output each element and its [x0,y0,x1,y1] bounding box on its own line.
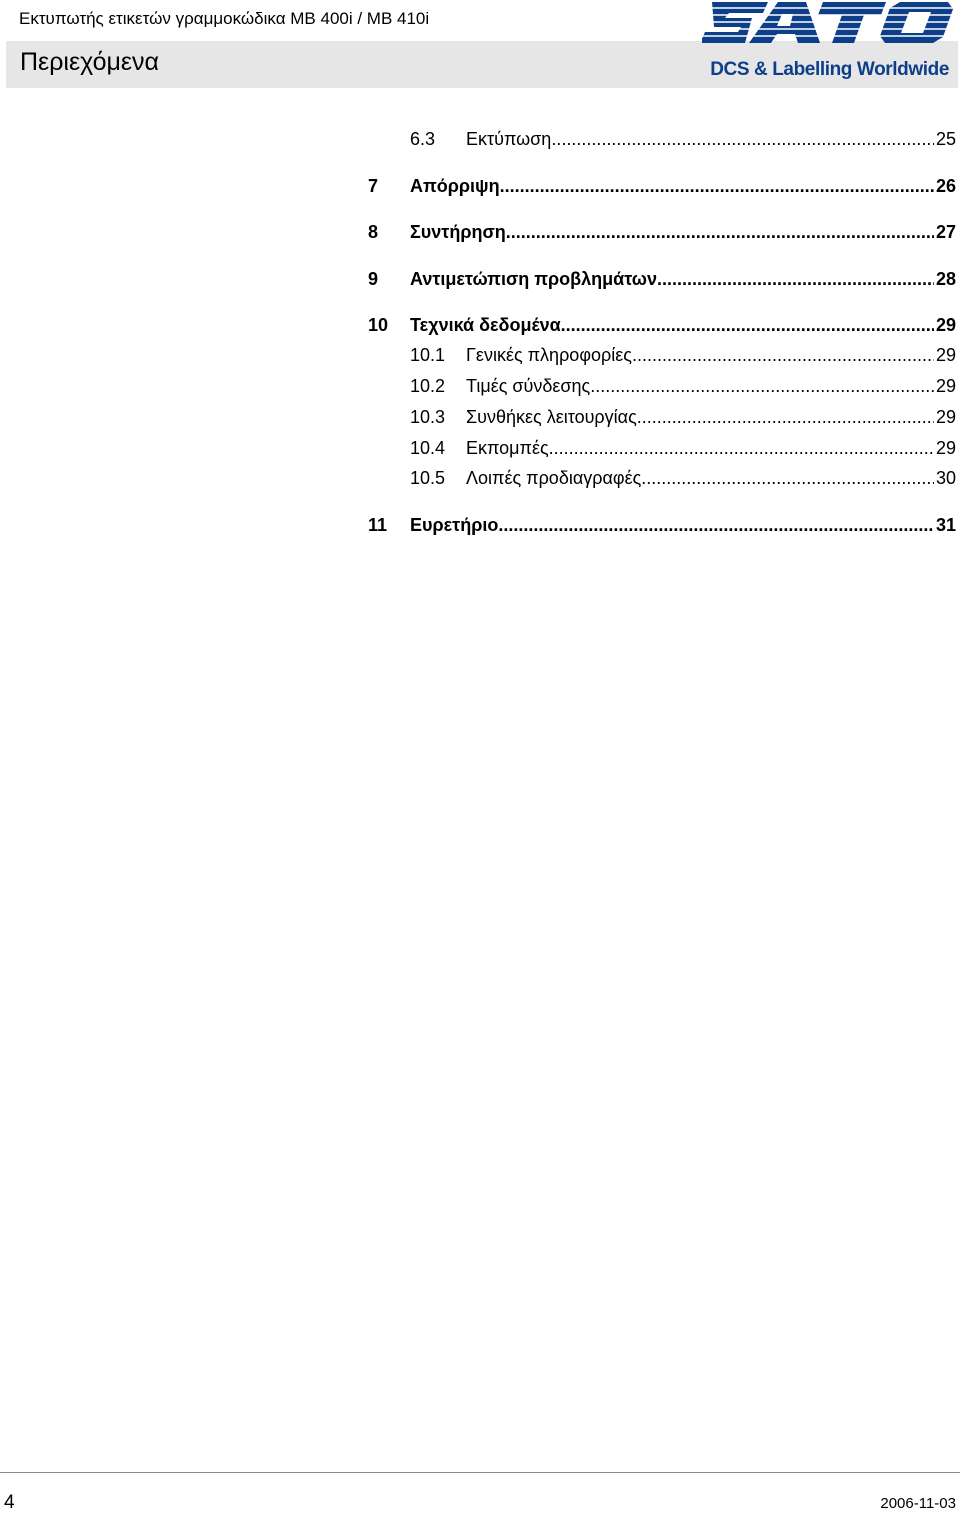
toc-entry-title: Ευρετήριο [410,515,499,535]
toc-dot-leader [551,126,934,152]
toc-dot-leader [506,219,934,245]
toc-entry-number: 9 [368,269,379,289]
toc-entry-page: 25 [935,129,956,149]
toc-entry-title: Απόρριψη [410,176,500,196]
toc-dot-leader [561,312,934,338]
toc-entry-page: 29 [935,315,956,335]
toc-dot-leader [632,342,934,368]
toc-dot-leader [657,266,934,292]
toc-entry-number: 10.5 [410,468,446,488]
toc-entry-number: 10.1 [410,345,446,365]
document-title: Εκτυπωτής ετικετών γραμμοκώδικα MB 400i / MB 410i [19,9,430,28]
toc-dot-leader [590,373,934,399]
toc-dot-leader [641,465,934,491]
toc-entry-title: Εκτύπωση [466,129,552,149]
toc-entry-page: 29 [935,407,956,427]
toc-entry-number: 8 [368,222,379,242]
toc-entry-number: 7 [368,176,379,196]
toc-entry[interactable] [368,373,956,399]
toc-entry-title: Αντιμετώπιση προβλημάτων [410,269,657,289]
toc-entry-title: Γενικές πληροφορίες [466,345,632,365]
toc-entry[interactable] [368,435,956,461]
toc-entry-page: 27 [935,222,956,242]
toc-entry-page: 29 [935,438,956,458]
toc-entry-number: 11 [368,515,388,535]
toc-dot-leader [549,435,934,461]
section-title: Περιεχόμενα [20,48,159,76]
toc-dot-leader [637,404,934,430]
toc-entry-title: Τεχνικά δεδομένα [410,315,561,335]
toc-entry[interactable] [368,342,956,368]
toc-entry[interactable] [368,173,956,199]
toc-entry-title: Τιμές σύνδεσης [466,376,591,396]
toc-entry-title: Συντήρηση [410,222,506,242]
toc-entry[interactable] [368,219,956,245]
toc-entry-title: Λοιπές προδιαγραφές [466,468,642,488]
page-number: 4 [4,1492,15,1513]
toc-entry-page: 31 [935,515,956,535]
toc-dot-leader [500,173,934,199]
toc-entry-number: 6.3 [410,129,436,149]
toc-entry-page: 26 [935,176,956,196]
toc-entry[interactable] [368,126,956,152]
toc-entry-number: 10 [368,315,389,335]
footer-divider [0,1472,960,1473]
footer-date: 2006-11-03 [880,1495,956,1512]
toc-entry-page: 29 [935,345,956,365]
toc-entry-number: 10.3 [410,407,446,427]
toc-entry-title: Συνθήκες λειτουργίας [466,407,637,427]
toc-entry-number: 10.4 [410,438,446,458]
toc-entry[interactable] [368,512,956,538]
toc-entry-page: 28 [935,269,956,289]
toc-entry[interactable] [368,465,956,491]
sato-logo-icon [702,2,954,45]
toc-entry-page: 30 [935,468,956,488]
toc-entry-number: 10.2 [410,376,446,396]
toc-entry-title: Εκπομπές [466,438,549,458]
toc-dot-leader [498,512,934,538]
toc-entry[interactable] [368,404,956,430]
toc-entry[interactable] [368,266,956,292]
toc-entry-page: 29 [935,376,956,396]
toc-entry[interactable] [368,312,956,338]
logo-tagline: DCS & Labelling Worldwide [710,59,949,80]
